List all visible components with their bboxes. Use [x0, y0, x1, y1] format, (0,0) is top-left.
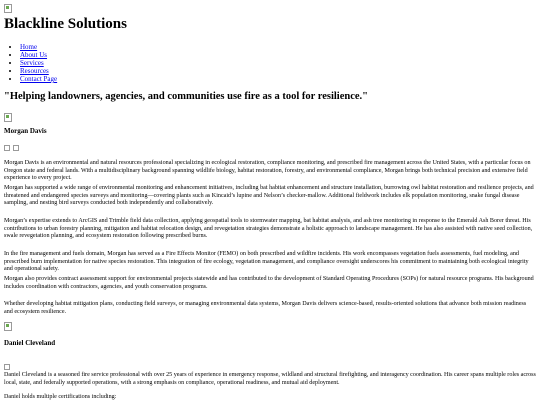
nav-link-services[interactable]: Services — [20, 59, 44, 67]
nav-item-home — [20, 43, 57, 51]
social-link-icon[interactable] — [4, 364, 10, 370]
social-link-icon[interactable] — [13, 145, 19, 151]
nav-item-services — [20, 59, 57, 67]
nav-link-about[interactable]: About Us — [20, 51, 48, 59]
bio-paragraph: In the fire management and fuels domain, Morgan has served as a Fire Effects Monitor (FEMO) on both prescribed and wildfire incidents. His work encompasses vegetation fuels assessments, fuel modeling, and prescribed burn implementation for native species restoration. This integration of fire ecology, vegetation management, and compliance oversight underscores his commitment to maintaining both ecological integrity and operational safety. — [4, 251, 529, 273]
logo-image[interactable] — [4, 4, 12, 13]
social-link-icon[interactable] — [4, 145, 10, 151]
morgan-photo — [4, 113, 12, 122]
bio-paragraph: Morgan’s expertise extends to ArcGIS and Trimble field data collection, applying geospatial tools to stormwater mapping, bat habitat analysis, and ash tree monitoring in response to the Emerald Ash Borer threat. His contributions to urban forestry planning, mitigation and habitat relocation design, and revegetation strategies demonstrate a holistic approach to landscape management. He has also assisted with native seed collection, swale revegetation planning, and ecosystem restoration following prescribed burns. — [4, 218, 533, 240]
team-member-name: Daniel Cleveland — [4, 339, 56, 347]
tagline: "Helping landowners, agencies, and communities use fire as a tool for resilience." — [4, 91, 368, 102]
nav-item-about — [20, 51, 57, 59]
bio-paragraph: Daniel holds multiple certifications including: — [4, 394, 117, 400]
nav-link-resources[interactable]: Resources — [20, 67, 49, 75]
bio-paragraph: Morgan also provides contract assessment support for environmental projects statewide and has contributed to the development of Standard Operating Procedures (SOPs) for natural resource programs. His background includes coordination with contractors, agencies, and youth conservation programs. — [4, 276, 534, 290]
nav-link-home[interactable]: Home — [20, 43, 38, 51]
bio-paragraph: Whether developing habitat mitigation plans, conducting field surveys, or managing environmental data systems, Morgan Davis delivers science-based, results-oriented solutions that advance both mission readiness and ecosystem resilience. — [4, 301, 527, 315]
bio-paragraph: Morgan has supported a wide range of environmental monitoring and enhancement initiatives, including bat habitat enhancement and structure installation, burrowing owl habitat restoration and resilience projects, and threatened and endangered species surveys and monitoring—covering plants such as Kincaid’s lupine and Nelson’s checker-mallow. Additional fieldwork includes elk population monitoring, snake fungal disease sampling, and nesting bird surveys conducted both independently and collaboratively. — [4, 185, 534, 207]
team-member-name: Morgan Davis — [4, 127, 47, 135]
bio-paragraph: Daniel Cleveland is a seasoned fire service professional with over 25 years of experience in emergency response, wildland and structural firefighting, and interagency coordination. His career spans multiple roles across local, state, and federally supported operations, with a strong emphasis on compliance, operational readiness, and mutual aid deployment. — [4, 372, 536, 386]
nav-item-resources — [20, 67, 57, 75]
bio-paragraph: Morgan Davis is an environmental and natural resources professional specializing in ecological restoration, compliance monitoring, and prescribed fire management across the United States, with a particular focus on Oregon state and federal lands. With a multidisciplinary background spanning wildlife biology, habitat restoration, forestry, and environmental compliance, Morgan brings both technical precision and extensive field experience to every project. — [4, 160, 531, 182]
social-links — [4, 145, 19, 151]
main-nav — [4, 43, 57, 83]
nav-link-contact[interactable]: Contact Page — [20, 75, 58, 83]
nav-item-contact — [20, 75, 57, 83]
daniel-photo — [4, 322, 12, 331]
site-title: Blackline Solutions — [4, 16, 127, 32]
